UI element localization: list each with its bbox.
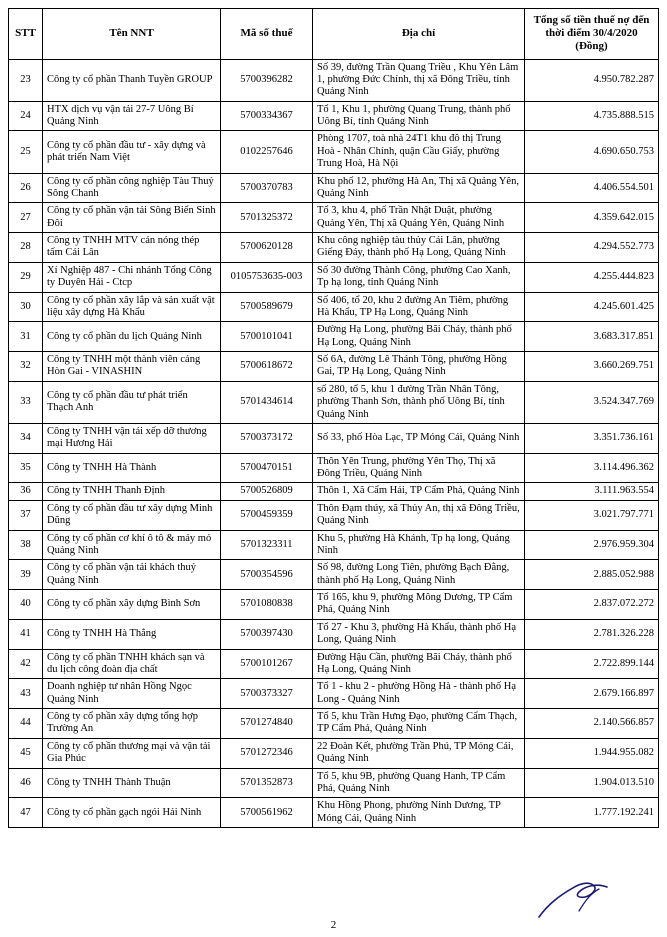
table-row bbox=[9, 738, 659, 768]
cell-taxpayer-name: Công ty cổ phần đầu tư phát triển Thạch Anh bbox=[43, 381, 221, 423]
cell-stt: 46 bbox=[9, 768, 43, 798]
table-row bbox=[9, 322, 659, 352]
cell-total-debt: 4.255.444.823 bbox=[525, 262, 659, 292]
cell-taxpayer-name: Công ty cổ phần TNHH khách sạn và du lịch công đoàn địa chất bbox=[43, 649, 221, 679]
cell-stt: 40 bbox=[9, 590, 43, 620]
cell-stt: 34 bbox=[9, 423, 43, 453]
table-row bbox=[9, 173, 659, 203]
cell-address: Tổ 3, khu 4, phố Trần Nhật Duật, phường Quảng Yên, Thị xã Quảng Yên, Quảng Ninh bbox=[313, 203, 525, 233]
cell-tax-code: 0105753635-003 bbox=[221, 262, 313, 292]
cell-tax-code: 5700561962 bbox=[221, 798, 313, 828]
cell-stt: 39 bbox=[9, 560, 43, 590]
cell-address: Phòng 1707, toà nhà 24T1 khu đô thị Trung Hoà - Nhân Chính, quận Cầu Giấy, phường Trung Hoà, Hà Nội bbox=[313, 131, 525, 173]
table-row bbox=[9, 292, 659, 322]
cell-tax-code: 0102257646 bbox=[221, 131, 313, 173]
cell-stt: 47 bbox=[9, 798, 43, 828]
cell-total-debt: 1.777.192.241 bbox=[525, 798, 659, 828]
cell-tax-code: 5701352873 bbox=[221, 768, 313, 798]
cell-tax-code: 5700373327 bbox=[221, 679, 313, 709]
cell-total-debt: 3.114.496.362 bbox=[525, 453, 659, 483]
cell-total-debt: 4.406.554.501 bbox=[525, 173, 659, 203]
cell-address: Số 6A, đường Lê Thánh Tông, phường Hồng Gai, TP Hạ Long, Quảng Ninh bbox=[313, 352, 525, 382]
signature-mark bbox=[535, 877, 615, 921]
column-header-tax-code: Mã số thuế bbox=[221, 9, 313, 60]
table-row bbox=[9, 262, 659, 292]
cell-taxpayer-name: Công ty cổ phần du lịch Quảng Ninh bbox=[43, 322, 221, 352]
cell-address: Khu công nghiệp tàu thủy Cái Lân, phường Giếng Đáy, thành phố Hạ Long, Quảng Ninh bbox=[313, 233, 525, 263]
table-row bbox=[9, 709, 659, 739]
cell-stt: 36 bbox=[9, 483, 43, 500]
cell-stt: 30 bbox=[9, 292, 43, 322]
cell-address: số 280, tổ 5, khu 1 đường Trần Nhân Tông, phường Thanh Sơn, thành phố Uông Bí, tỉnh Quảng Ninh bbox=[313, 381, 525, 423]
cell-address: Đường Hậu Cần, phường Bãi Cháy, thành phố Hạ Long, Quảng Ninh bbox=[313, 649, 525, 679]
cell-taxpayer-name: Công ty cổ phần đầu tư xây dựng Minh Dũng bbox=[43, 500, 221, 530]
cell-tax-code: 5700370783 bbox=[221, 173, 313, 203]
cell-tax-code: 5700589679 bbox=[221, 292, 313, 322]
cell-address: Tổ 1 - khu 2 - phường Hồng Hà - thành phố Hạ Long - Quảng Ninh bbox=[313, 679, 525, 709]
cell-tax-code: 5701434614 bbox=[221, 381, 313, 423]
cell-total-debt: 2.140.566.857 bbox=[525, 709, 659, 739]
cell-stt: 38 bbox=[9, 530, 43, 560]
cell-total-debt: 3.351.736.161 bbox=[525, 423, 659, 453]
cell-address: Thôn Yên Trung, phường Yên Thọ, Thị xã Đông Triều, Quảng Ninh bbox=[313, 453, 525, 483]
cell-stt: 41 bbox=[9, 619, 43, 649]
cell-taxpayer-name: Công ty cổ phần vận tải Sông Biển Sinh Đôi bbox=[43, 203, 221, 233]
page-number: 2 bbox=[330, 919, 337, 931]
table-header bbox=[9, 9, 659, 60]
cell-total-debt: 3.683.317.851 bbox=[525, 322, 659, 352]
table-row bbox=[9, 798, 659, 828]
cell-taxpayer-name: Công ty TNHH Hà Thắng bbox=[43, 619, 221, 649]
cell-address: Tổ 5, khu Trần Hưng Đạo, phường Cẩm Thạch, TP Cẩm Phả, Quảng Ninh bbox=[313, 709, 525, 739]
cell-taxpayer-name: Doanh nghiệp tư nhân Hồng Ngọc Quảng Ninh bbox=[43, 679, 221, 709]
cell-stt: 27 bbox=[9, 203, 43, 233]
cell-tax-code: 5700354596 bbox=[221, 560, 313, 590]
column-header-address: Địa chỉ bbox=[313, 9, 525, 60]
cell-tax-code: 5700101267 bbox=[221, 649, 313, 679]
cell-taxpayer-name: Công ty cổ phần thương mại và vận tải Gia Phúc bbox=[43, 738, 221, 768]
table-row bbox=[9, 352, 659, 382]
table-row bbox=[9, 233, 659, 263]
cell-stt: 33 bbox=[9, 381, 43, 423]
cell-total-debt: 4.359.642.015 bbox=[525, 203, 659, 233]
cell-tax-code: 5701272346 bbox=[221, 738, 313, 768]
table-body bbox=[9, 59, 659, 828]
cell-total-debt: 2.885.052.988 bbox=[525, 560, 659, 590]
cell-stt: 28 bbox=[9, 233, 43, 263]
cell-tax-code: 5700396282 bbox=[221, 59, 313, 101]
table-row bbox=[9, 619, 659, 649]
cell-total-debt: 4.735.888.515 bbox=[525, 101, 659, 131]
cell-total-debt: 1.944.955.082 bbox=[525, 738, 659, 768]
cell-address: Số 98, đường Long Tiên, phường Bạch Đằng, thành phố Hạ Long, Quảng Ninh bbox=[313, 560, 525, 590]
cell-taxpayer-name: Công ty cổ phần gạch ngói Hải Ninh bbox=[43, 798, 221, 828]
cell-total-debt: 2.976.959.304 bbox=[525, 530, 659, 560]
cell-total-debt: 1.904.013.510 bbox=[525, 768, 659, 798]
table-row bbox=[9, 768, 659, 798]
cell-taxpayer-name: Công ty TNHH vận tải xếp dỡ thương mại Hương Hải bbox=[43, 423, 221, 453]
cell-address: Tổ 1, Khu 1, phường Quang Trung, thành phố Uông Bí, tỉnh Quảng Ninh bbox=[313, 101, 525, 131]
cell-tax-code: 5700101041 bbox=[221, 322, 313, 352]
cell-address: Tổ 165, khu 9, phường Mông Dương, TP Cẩm Phả, Quảng Ninh bbox=[313, 590, 525, 620]
cell-stt: 26 bbox=[9, 173, 43, 203]
cell-taxpayer-name: Công ty cổ phần Thanh Tuyền GROUP bbox=[43, 59, 221, 101]
cell-taxpayer-name: Công ty cổ phần đầu tư - xây dựng và phát triển Nam Việt bbox=[43, 131, 221, 173]
cell-taxpayer-name: Công ty cổ phần công nghiệp Tàu Thuỷ Sông Chanh bbox=[43, 173, 221, 203]
cell-address: 22 Đoàn Kết, phường Trần Phú, TP Móng Cái, Quảng Ninh bbox=[313, 738, 525, 768]
cell-total-debt: 4.245.601.425 bbox=[525, 292, 659, 322]
table-row bbox=[9, 590, 659, 620]
table-row bbox=[9, 560, 659, 590]
cell-taxpayer-name: Công ty cổ phần xây lắp và sản xuất vật liệu xây dựng Hà Khẩu bbox=[43, 292, 221, 322]
cell-taxpayer-name: Công ty TNHH MTV cán nóng thép tấm Cái Lân bbox=[43, 233, 221, 263]
table-row bbox=[9, 203, 659, 233]
cell-total-debt: 4.690.650.753 bbox=[525, 131, 659, 173]
cell-tax-code: 5701080838 bbox=[221, 590, 313, 620]
table-row bbox=[9, 500, 659, 530]
column-header-total-debt: Tổng số tiền thuế nợ đến thời điểm 30/4/2020 (Đồng) bbox=[525, 9, 659, 60]
cell-tax-code: 5701323311 bbox=[221, 530, 313, 560]
cell-total-debt: 3.021.797.771 bbox=[525, 500, 659, 530]
tax-debt-table bbox=[8, 8, 659, 828]
cell-stt: 31 bbox=[9, 322, 43, 352]
cell-taxpayer-name: Công ty TNHH Thành Thuận bbox=[43, 768, 221, 798]
cell-address: Thôn Đạm thúy, xã Thủy An, thị xã Đông Triều, Quảng Ninh bbox=[313, 500, 525, 530]
cell-tax-code: 5700526809 bbox=[221, 483, 313, 500]
table-row bbox=[9, 131, 659, 173]
cell-tax-code: 5700397430 bbox=[221, 619, 313, 649]
cell-tax-code: 5700618672 bbox=[221, 352, 313, 382]
table-row bbox=[9, 381, 659, 423]
cell-total-debt: 3.111.963.554 bbox=[525, 483, 659, 500]
cell-address: Khu phố 12, phường Hà An, Thị xã Quảng Yên, Quảng Ninh bbox=[313, 173, 525, 203]
cell-tax-code: 5700373172 bbox=[221, 423, 313, 453]
table-row bbox=[9, 530, 659, 560]
cell-tax-code: 5700334367 bbox=[221, 101, 313, 131]
cell-stt: 29 bbox=[9, 262, 43, 292]
cell-tax-code: 5700459359 bbox=[221, 500, 313, 530]
cell-taxpayer-name: Công ty cổ phần vận tải khách thuỷ Quảng Ninh bbox=[43, 560, 221, 590]
cell-address: Số 406, tổ 20, khu 2 đường An Tiêm, phường Hà Khẩu, TP Hạ Long, Quảng Ninh bbox=[313, 292, 525, 322]
cell-total-debt: 3.524.347.769 bbox=[525, 381, 659, 423]
cell-address: Số 33, phố Hòa Lạc, TP Móng Cái, Quảng Ninh bbox=[313, 423, 525, 453]
cell-stt: 37 bbox=[9, 500, 43, 530]
table-row bbox=[9, 101, 659, 131]
cell-total-debt: 4.950.782.287 bbox=[525, 59, 659, 101]
cell-taxpayer-name: Công ty cổ phần xây dựng tổng hợp Trường An bbox=[43, 709, 221, 739]
cell-address: Tổ 27 - Khu 3, phường Hà Khẩu, thành phố Hạ Long, Quảng Ninh bbox=[313, 619, 525, 649]
cell-address: Thôn 1, Xã Cẩm Hải, TP Cẩm Phả, Quảng Ninh bbox=[313, 483, 525, 500]
cell-address: Số 39, đường Trần Quang Triều , Khu Yên Lâm 1, phường Đức Chính, thị xã Đông Triều, tỉnh Quảng Ninh bbox=[313, 59, 525, 101]
cell-total-debt: 4.294.552.773 bbox=[525, 233, 659, 263]
cell-total-debt: 3.660.269.751 bbox=[525, 352, 659, 382]
cell-address: Đường Hạ Long, phường Bãi Cháy, thành phố Hạ Long, Quảng Ninh bbox=[313, 322, 525, 352]
cell-total-debt: 2.679.166.897 bbox=[525, 679, 659, 709]
cell-tax-code: 5700620128 bbox=[221, 233, 313, 263]
cell-tax-code: 5700470151 bbox=[221, 453, 313, 483]
cell-tax-code: 5701325372 bbox=[221, 203, 313, 233]
table-row bbox=[9, 423, 659, 453]
cell-taxpayer-name: Công ty TNHH Thanh Định bbox=[43, 483, 221, 500]
cell-stt: 43 bbox=[9, 679, 43, 709]
column-header-stt: STT bbox=[9, 9, 43, 60]
table-header-row bbox=[9, 9, 659, 60]
cell-address: Số 30 đường Thành Công, phường Cao Xanh, Tp hạ long, tỉnh Quảng Ninh bbox=[313, 262, 525, 292]
cell-stt: 45 bbox=[9, 738, 43, 768]
cell-taxpayer-name: Công ty TNHH một thành viên cảng Hòn Gai - VINASHIN bbox=[43, 352, 221, 382]
cell-stt: 24 bbox=[9, 101, 43, 131]
cell-address: Khu Hồng Phong, phường Ninh Dương, TP Móng Cái, Quảng Ninh bbox=[313, 798, 525, 828]
cell-stt: 32 bbox=[9, 352, 43, 382]
cell-stt: 23 bbox=[9, 59, 43, 101]
cell-total-debt: 2.722.899.144 bbox=[525, 649, 659, 679]
cell-taxpayer-name: HTX dịch vụ vận tải 27-7 Uông Bí Quảng Ninh bbox=[43, 101, 221, 131]
table-row bbox=[9, 453, 659, 483]
table-row bbox=[9, 59, 659, 101]
cell-taxpayer-name: Công ty cổ phần xây dựng Bình Sơn bbox=[43, 590, 221, 620]
cell-total-debt: 2.781.326.228 bbox=[525, 619, 659, 649]
cell-taxpayer-name: Công ty cổ phần cơ khí ô tô & máy mỏ Quảng Ninh bbox=[43, 530, 221, 560]
table-row bbox=[9, 649, 659, 679]
cell-stt: 42 bbox=[9, 649, 43, 679]
cell-taxpayer-name: Công ty TNHH Hà Thành bbox=[43, 453, 221, 483]
cell-address: Tổ 5, khu 9B, phường Quang Hanh, TP Cẩm Phả, Quảng Ninh bbox=[313, 768, 525, 798]
cell-taxpayer-name: Xí Nghiệp 487 - Chi nhánh Tổng Công ty Duyên Hải - Ctcp bbox=[43, 262, 221, 292]
cell-stt: 25 bbox=[9, 131, 43, 173]
cell-stt: 35 bbox=[9, 453, 43, 483]
table-row bbox=[9, 483, 659, 500]
cell-total-debt: 2.837.072.272 bbox=[525, 590, 659, 620]
cell-stt: 44 bbox=[9, 709, 43, 739]
column-header-taxpayer-name: Tên NNT bbox=[43, 9, 221, 60]
cell-tax-code: 5701274840 bbox=[221, 709, 313, 739]
cell-address: Khu 5, phường Hà Khánh, Tp hạ long, Quảng Ninh bbox=[313, 530, 525, 560]
table-row bbox=[9, 679, 659, 709]
